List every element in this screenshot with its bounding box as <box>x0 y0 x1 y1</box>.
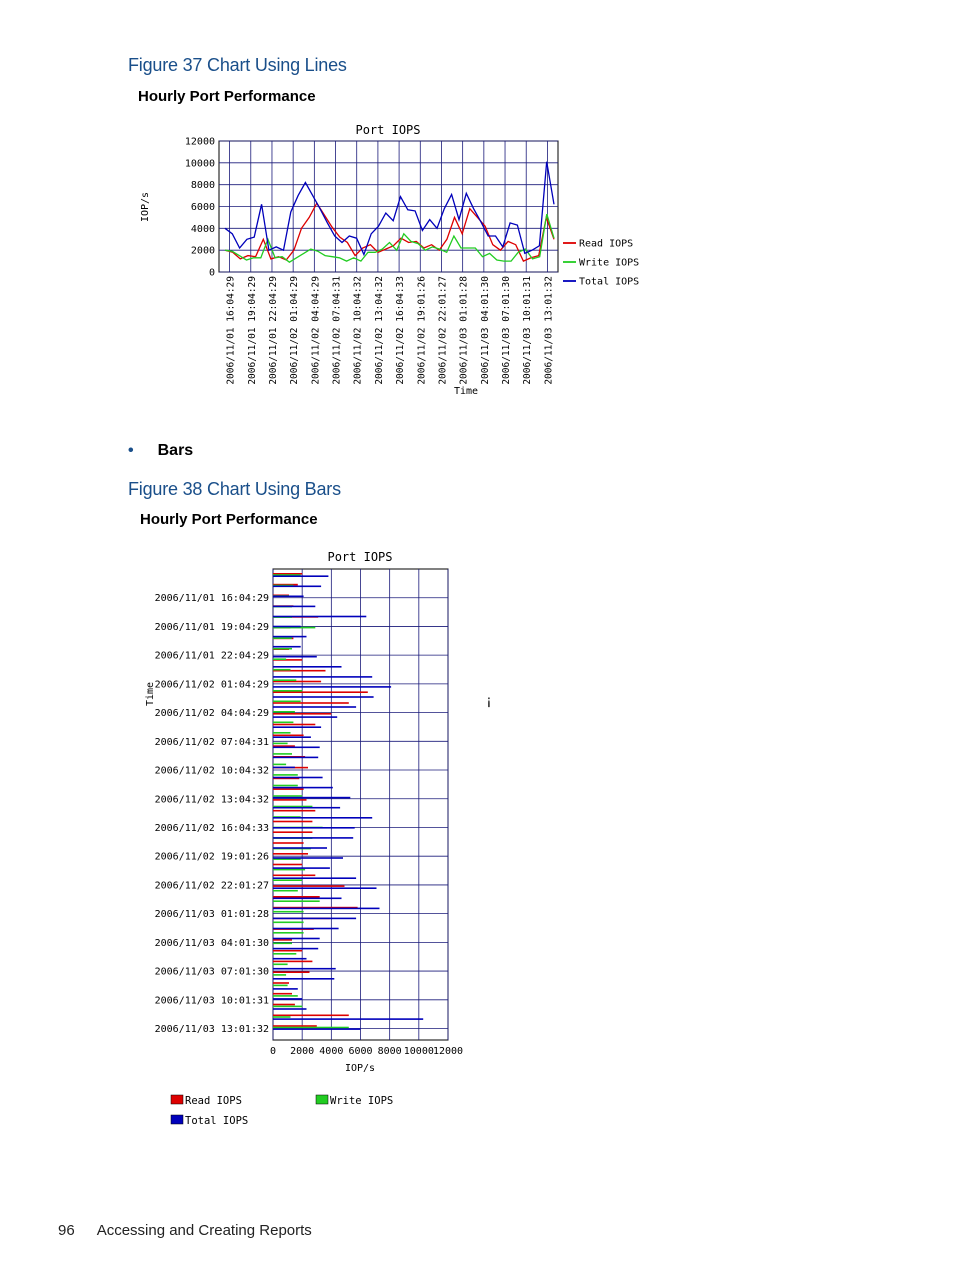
bar-chart-bar-write-iops <box>273 1027 349 1029</box>
bar-chart-ytick-label: 2006/11/03 13:01:32 <box>154 1024 269 1036</box>
bar-chart-bar-read-iops <box>273 939 292 941</box>
bar-chart-bar-read-iops <box>273 971 310 973</box>
page-number: 96 <box>58 1222 75 1239</box>
bar-chart-bar-read-iops <box>273 1015 349 1017</box>
bar-chart-bar-write-iops <box>273 922 304 924</box>
bar-chart-bar-write-iops <box>273 701 301 703</box>
bar-chart-bar-total-iops <box>273 1018 423 1020</box>
bar-chart-bar-read-iops <box>273 724 315 726</box>
bar-chart-bar-total-iops <box>273 596 304 598</box>
figure-38-heading: Hourly Port Performance <box>140 511 318 528</box>
bar-chart-ytick-label: 2006/11/03 04:01:30 <box>154 937 269 949</box>
figure-38-caption: Figure 38 Chart Using Bars <box>128 479 341 499</box>
figure-37-caption: Figure 37 Chart Using Lines <box>128 55 347 75</box>
bar-chart-bar-total-iops <box>273 1008 307 1010</box>
bar-chart-bar-total-iops <box>273 686 391 688</box>
line-chart-legend-label: Read IOPS <box>579 238 634 250</box>
bar-chart-bar-total-iops <box>273 817 372 819</box>
bar-chart-bar-total-iops <box>273 908 380 910</box>
bar-chart-bar-read-iops <box>273 799 307 801</box>
bar-chart-bar-total-iops <box>273 928 339 930</box>
bar-chart-bar-read-iops <box>273 831 312 833</box>
bar-chart-bar-total-iops <box>273 837 353 839</box>
bar-chart-ytick-label: 2006/11/02 10:04:32 <box>154 765 269 777</box>
bar-chart-xtick-label: 12000 <box>432 1046 464 1057</box>
line-chart-xtick-label: 2006/11/02 10:04:32 <box>352 276 364 385</box>
bar-chart-bar-write-iops <box>273 732 291 734</box>
bar-chart-bar-total-iops <box>273 857 343 859</box>
bar-chart-bar-total-iops <box>273 616 366 618</box>
bar-chart-ytick-label: 2006/11/02 22:01:27 <box>154 880 269 892</box>
bar-chart-ylabel: Time <box>145 681 156 707</box>
bar-chart-ytick-label: 2006/11/02 19:01:26 <box>154 851 269 863</box>
bar-chart-bar-read-iops <box>273 1025 317 1027</box>
bar-chart-xtick-label: 4000 <box>319 1046 344 1057</box>
bar-chart-bar-read-iops <box>273 993 292 995</box>
line-chart-xtick-label: 2006/11/03 10:01:31 <box>522 276 534 385</box>
bar-chart-legend-swatch <box>171 1115 183 1124</box>
bar-chart-bar-total-iops <box>273 676 372 678</box>
bar-chart-bar-total-iops <box>273 968 336 970</box>
line-chart-xtick-label: 2006/11/01 16:04:29 <box>225 276 237 385</box>
bar-chart-bar-write-iops <box>273 669 291 671</box>
bar-chart-bar-total-iops <box>273 867 330 869</box>
bar-chart-bar-read-iops <box>273 691 368 693</box>
bar-chart-ytick-label: 2006/11/02 07:04:31 <box>154 736 269 748</box>
bar-chart-bar-total-iops <box>273 726 321 728</box>
bar-chart-bar-write-iops <box>273 679 296 681</box>
line-chart-ytick-label: 0 <box>208 267 215 279</box>
bar-chart-bar-total-iops <box>273 646 301 648</box>
line-chart <box>130 118 690 403</box>
line-chart-ytick-label: 2000 <box>190 245 215 257</box>
bar-chart-bar-read-iops <box>273 982 289 984</box>
line-chart-xtick-label: 2006/11/02 16:04:33 <box>395 276 407 385</box>
bar-chart-bar-total-iops <box>273 747 320 749</box>
bar-chart-bar-write-iops <box>273 1006 302 1008</box>
bar-chart-bar-total-iops <box>273 656 317 658</box>
bar-chart-ytick-label: 2006/11/02 13:04:32 <box>154 794 269 806</box>
line-chart-xtick-label: 2006/11/03 07:01:30 <box>501 276 513 385</box>
bar-chart-bar-total-iops <box>273 998 302 1000</box>
bar-chart-bar-write-iops <box>273 974 286 976</box>
bar-chart-legend-label: Total IOPS <box>185 1115 249 1127</box>
line-chart-xlabel: Time <box>453 386 479 397</box>
bar-chart-bar-total-iops <box>273 767 295 769</box>
bar-chart-ytick-label: 2006/11/03 01:01:28 <box>154 909 269 921</box>
bar-chart-xtick-label: 2000 <box>290 1046 315 1057</box>
bar-chart <box>140 545 500 1135</box>
bar-chart-bar-total-iops <box>273 827 355 829</box>
bar-chart-bar-total-iops <box>273 586 321 588</box>
bar-chart-bar-read-iops <box>273 1004 295 1006</box>
bar-chart-bar-total-iops <box>273 706 356 708</box>
line-chart-xtick-label: 2006/11/01 19:04:29 <box>246 276 258 385</box>
bar-chart-legend-label: Read IOPS <box>185 1095 242 1107</box>
bar-chart-bar-write-iops <box>273 953 296 955</box>
line-chart-xtick-label: 2006/11/02 22:01:27 <box>437 276 449 385</box>
footer-section-title: Accessing and Creating Reports <box>96 1222 312 1239</box>
bar-chart-ytick-label: 2006/11/03 07:01:30 <box>154 966 269 978</box>
bar-chart-bar-read-iops <box>273 821 312 823</box>
bullet-item-bars <box>128 442 193 460</box>
bar-chart-legend-swatch <box>316 1095 328 1104</box>
bar-chart-bar-read-iops <box>273 713 331 715</box>
bar-chart-ytick-label: 2006/11/01 22:04:29 <box>154 650 269 662</box>
bar-chart-bar-total-iops <box>273 636 307 638</box>
bar-chart-bar-total-iops <box>273 918 356 920</box>
bar-chart-bar-read-iops <box>273 885 345 887</box>
line-chart-xtick-label: 2006/11/02 01:04:29 <box>289 276 301 385</box>
figure-37-heading: Hourly Port Performance <box>138 88 316 105</box>
bar-chart-legend-label: Write IOPS <box>330 1095 394 1107</box>
bar-chart-ytick-label: 2006/11/01 16:04:29 <box>154 593 269 605</box>
bar-chart-bar-total-iops <box>273 887 377 889</box>
line-chart-xtick-label: 2006/11/01 22:04:29 <box>267 276 279 385</box>
line-chart-xtick-label: 2006/11/02 19:01:26 <box>416 276 428 385</box>
bar-chart-bar-total-iops <box>273 807 340 809</box>
bar-chart-bar-write-iops <box>273 869 305 871</box>
line-chart-xtick-label: 2006/11/03 01:01:28 <box>458 276 470 385</box>
bar-chart-bar-write-iops <box>273 890 298 892</box>
bar-chart-bar-total-iops <box>273 898 342 900</box>
bar-chart-bar-read-iops <box>273 788 304 790</box>
bar-chart-title: Port IOPS <box>327 550 393 564</box>
bar-chart-bar-read-iops <box>273 961 312 963</box>
bar-chart-bar-write-iops <box>273 753 292 755</box>
bar-chart-ytick-label: 2006/11/03 10:01:31 <box>154 995 269 1007</box>
bar-chart-bar-total-iops <box>273 606 315 608</box>
bullet-label: Bars <box>157 442 194 459</box>
bar-chart-bar-write-iops <box>273 658 286 660</box>
bar-chart-ytick-label: 2006/11/02 16:04:33 <box>154 822 269 834</box>
bar-chart-bar-total-iops <box>273 978 334 980</box>
line-chart-ytick-label: 4000 <box>190 223 215 235</box>
line-chart-legend-label: Write IOPS <box>579 257 640 269</box>
bar-chart-bar-total-iops <box>273 948 318 950</box>
bar-chart-bar-write-iops <box>273 785 298 787</box>
line-chart-ytick-label: 8000 <box>190 180 215 192</box>
bar-chart-ytick-label: 2006/11/02 01:04:29 <box>154 679 269 691</box>
bar-chart-bar-write-iops <box>273 911 304 913</box>
line-chart-xtick-label: 2006/11/02 04:04:29 <box>310 276 322 385</box>
bar-chart-bar-read-iops <box>273 896 320 898</box>
bar-chart-bar-write-iops <box>273 690 302 692</box>
bar-chart-bar-write-iops <box>273 648 292 650</box>
bar-chart-bar-total-iops <box>273 958 307 960</box>
line-chart-ytick-label: 12000 <box>184 136 215 148</box>
bar-chart-bar-write-iops <box>273 995 298 997</box>
bar-chart-bar-total-iops <box>273 696 374 698</box>
bar-chart-bar-total-iops <box>273 777 323 779</box>
bullet-dot-icon: • <box>128 442 134 459</box>
bar-chart-xtick-label: 10000 <box>403 1046 434 1057</box>
line-chart-title: Port IOPS <box>355 123 421 137</box>
bar-chart-ytick-label: 2006/11/02 04:04:29 <box>154 708 269 720</box>
bar-chart-bar-total-iops <box>273 757 318 759</box>
bar-chart-bar-write-iops <box>273 743 288 745</box>
bar-chart-bar-read-iops <box>273 853 308 855</box>
line-chart-xtick-label: 2006/11/02 13:04:32 <box>373 276 385 385</box>
bar-chart-bar-write-iops <box>273 711 295 713</box>
bar-chart-bar-read-iops <box>273 810 315 812</box>
bar-chart-bar-write-iops <box>273 879 302 881</box>
line-chart-ytick-label: 10000 <box>184 158 215 170</box>
bar-chart-bar-total-iops <box>273 938 320 940</box>
bar-chart-bar-total-iops <box>273 787 333 789</box>
bar-chart-bar-total-iops <box>273 626 301 628</box>
line-chart-legend-label: Total IOPS <box>579 276 640 288</box>
page-footer <box>58 1222 312 1239</box>
bar-chart-bar-total-iops <box>273 797 350 799</box>
bar-chart-bar-read-iops <box>273 875 315 877</box>
bar-chart-bar-write-iops <box>273 1016 291 1018</box>
bar-chart-bar-total-iops <box>273 1028 361 1030</box>
bar-chart-bar-write-iops <box>273 774 298 776</box>
bar-chart-xtick-label: 8000 <box>377 1046 402 1057</box>
bar-chart-bar-total-iops <box>273 575 328 577</box>
bar-chart-bar-total-iops <box>273 666 342 668</box>
bar-chart-bar-write-iops <box>273 932 304 934</box>
line-chart-ytick-label: 6000 <box>190 202 215 213</box>
bar-chart-bar-write-iops <box>273 985 288 987</box>
stray-mark: ¡ <box>485 694 493 709</box>
bar-chart-ytick-label: 2006/11/01 19:04:29 <box>154 621 269 633</box>
line-chart-xtick-label: 2006/11/03 04:01:30 <box>479 276 491 385</box>
bar-chart-bar-read-iops <box>273 702 349 704</box>
bar-chart-bar-total-iops <box>273 877 356 879</box>
bar-chart-bar-write-iops <box>273 900 320 902</box>
line-chart-ylabel: IOP/s <box>140 191 151 223</box>
bar-chart-xtick-label: 6000 <box>348 1046 373 1057</box>
bar-chart-bar-write-iops <box>273 943 292 945</box>
bar-chart-bar-read-iops <box>273 735 304 737</box>
bar-chart-bar-total-iops <box>273 736 311 738</box>
bar-chart-bar-total-iops <box>273 988 298 990</box>
bar-chart-bar-write-iops <box>273 795 302 797</box>
line-chart-xtick-label: 2006/11/02 07:04:31 <box>331 276 343 385</box>
bar-chart-bar-write-iops <box>273 964 288 966</box>
bar-chart-bar-total-iops <box>273 716 337 718</box>
bar-chart-bar-write-iops <box>273 637 292 639</box>
bar-chart-bar-write-iops <box>273 764 286 766</box>
bar-chart-xlabel: IOP/s <box>344 1063 376 1074</box>
bar-chart-bar-write-iops <box>273 722 293 724</box>
line-chart-xtick-label: 2006/11/03 13:01:32 <box>543 276 555 385</box>
bar-chart-bar-total-iops <box>273 847 327 849</box>
bar-chart-bar-read-iops <box>273 842 304 844</box>
bar-chart-legend-swatch <box>171 1095 183 1104</box>
bar-chart-bar-read-iops <box>273 864 302 866</box>
bar-chart-bar-read-iops <box>273 950 302 952</box>
bar-chart-xtick-label: 0 <box>269 1046 277 1057</box>
